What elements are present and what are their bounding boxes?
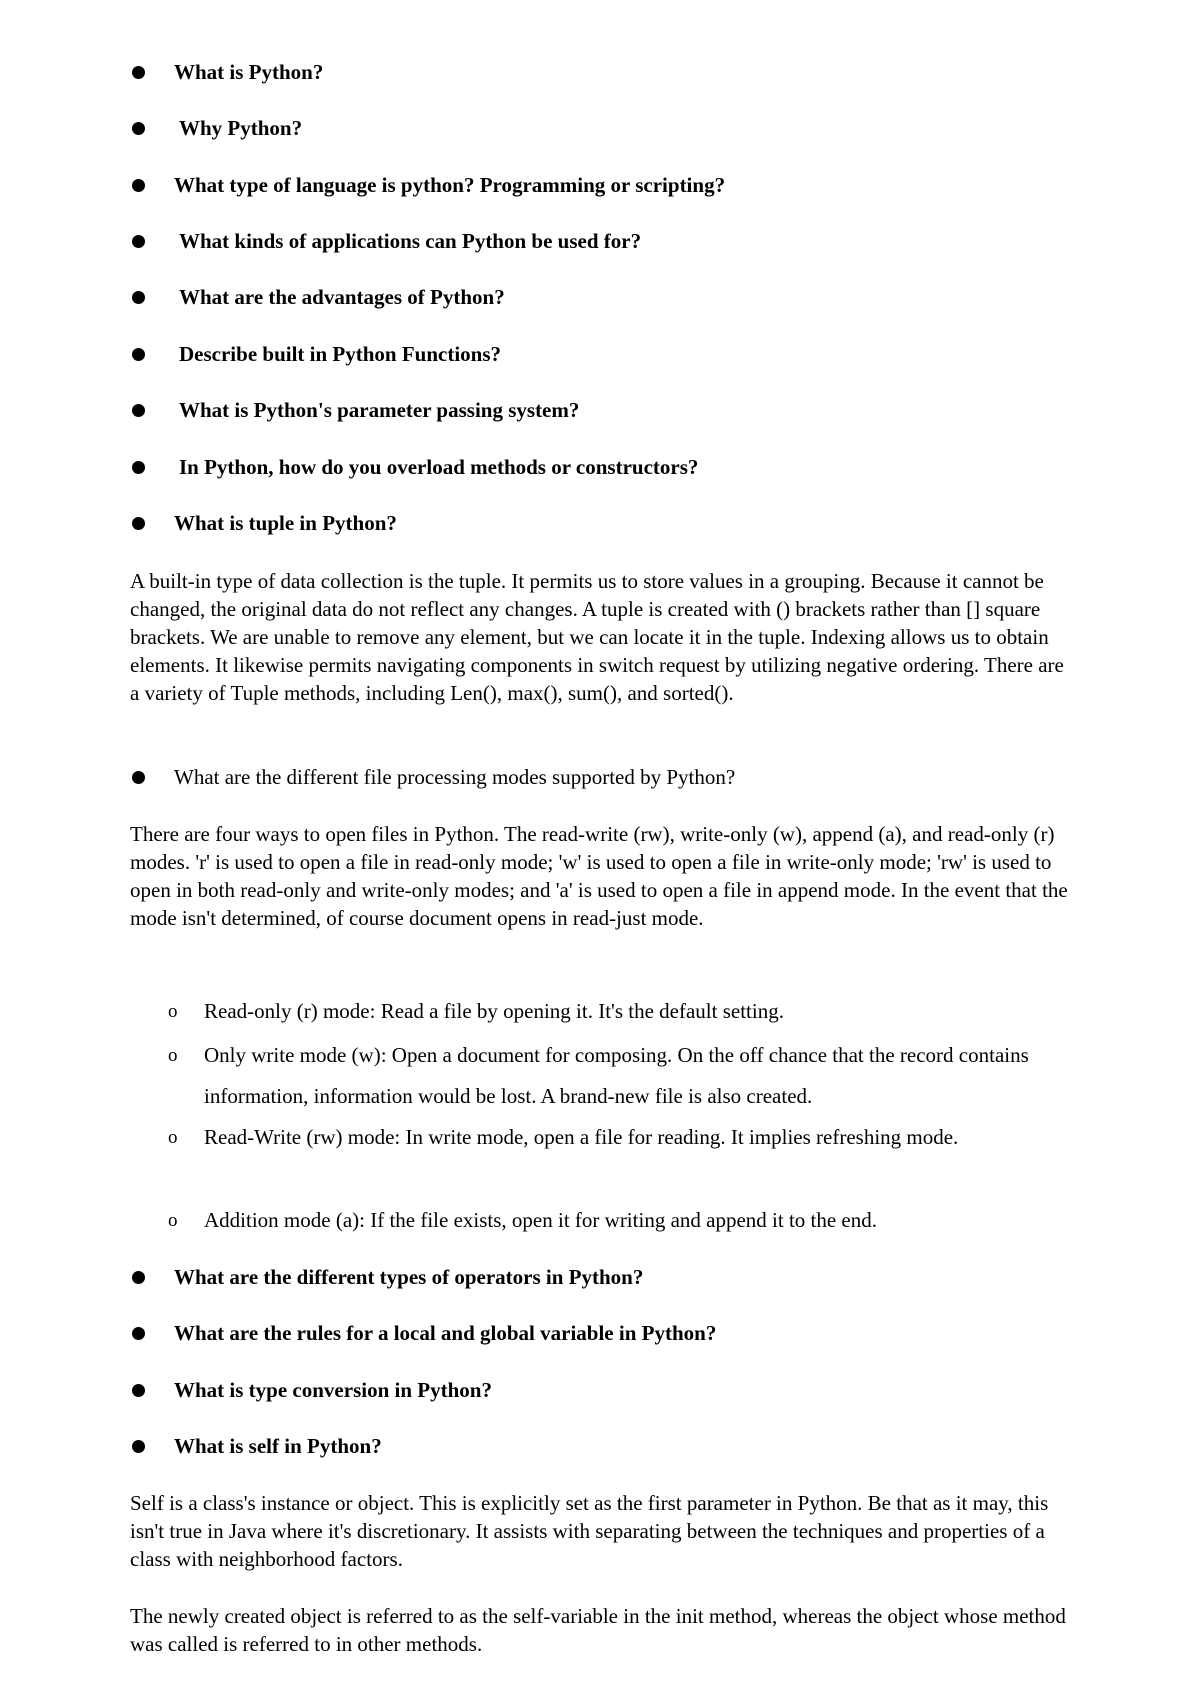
list-item-text: Addition mode (a): If the file exists, open it for writing and append it to the end.: [204, 1208, 878, 1232]
file-modes-answer-paragraph: There are four ways to open files in Python. The read-write (rw), write-only (w), append (a), and read-only (r) modes. 'r' is used to open a file in read-only mode; 'w' is used to open a file in write-only mode; 'rw' is used to open in both read-only and write-only modes; and 'a' is used to open a file in append mode. In the event that the mode isn't determined, of course document opens in read-just mode.: [130, 822, 1068, 930]
question-text: What are the advantages of Python?: [179, 285, 505, 309]
list-item-text: Read-Write (rw) mode: In write mode, open a file for reading. It implies refreshing mode.: [204, 1125, 959, 1149]
bullet-icon: [132, 461, 145, 474]
self-answer-paragraph-2: The newly created object is referred to as the self-variable in the init method, whereas the object whose method was called is referred to in other methods.: [130, 1604, 1066, 1656]
bullet-icon: [132, 179, 145, 192]
question-text: What are the different file processing modes supported by Python?: [174, 765, 736, 789]
circle-bullet-icon: o: [168, 1001, 178, 1022]
question-text: In Python, how do you overload methods or constructors?: [179, 455, 699, 479]
bullet-icon: [132, 771, 145, 784]
circle-bullet-icon: o: [168, 1210, 178, 1231]
bullet-icon: [132, 291, 145, 304]
circle-bullet-icon: o: [168, 1045, 178, 1066]
tuple-answer-paragraph: A built-in type of data collection is the tuple. It permits us to store values in a grouping. Because it cannot be changed, the original data do not reflect any changes. A tuple is created with () brackets rather than [] square brackets. We are unable to remove any element, but we can locate it in the tuple. Indexing allows us to obtain elements. It likewise permits navigating components in switch request by utilizing negative ordering. There are a variety of Tuple methods, including Len(), max(), sum(), and sorted().: [130, 569, 1064, 705]
question-text: What kinds of applications can Python be used for?: [179, 229, 642, 253]
bullet-icon: [132, 1327, 145, 1340]
bullet-icon: [132, 1271, 145, 1284]
bullet-icon: [132, 517, 145, 530]
question-text: What are the rules for a local and global variable in Python?: [174, 1321, 717, 1345]
self-answer-paragraph-1: Self is a class's instance or object. This is explicitly set as the first parameter in Python. Be that as it may, this isn't true in Java where it's discretionary. It assists with separating between the techniques and properties of a class with neighborhood factors.: [130, 1491, 1049, 1571]
question-text: What is tuple in Python?: [174, 511, 397, 535]
question-text: Describe built in Python Functions?: [179, 342, 502, 366]
bullet-icon: [132, 1440, 145, 1453]
question-text: What is type conversion in Python?: [174, 1378, 492, 1402]
question-text: What type of language is python? Programming or scripting?: [174, 173, 726, 197]
bullet-icon: [132, 348, 145, 361]
bullet-icon: [132, 1384, 145, 1397]
question-text: What are the different types of operators in Python?: [174, 1265, 644, 1289]
bullet-icon: [132, 122, 145, 135]
question-text: What is Python's parameter passing system?: [179, 398, 580, 422]
bullet-icon: [132, 235, 145, 248]
question-text: What is self in Python?: [174, 1434, 382, 1458]
bullet-icon: [132, 404, 145, 417]
bullet-icon: [132, 66, 145, 79]
circle-bullet-icon: o: [168, 1127, 178, 1148]
question-text: Why Python?: [179, 116, 303, 140]
list-item-text: Read-only (r) mode: Read a file by opening it. It's the default setting.: [204, 999, 784, 1023]
list-item-text: Only write mode (w): Open a document for composing. On the off chance that the record contains information, information would be lost. A brand-new file is also created.: [204, 1043, 1029, 1108]
question-text: What is Python?: [174, 60, 324, 84]
